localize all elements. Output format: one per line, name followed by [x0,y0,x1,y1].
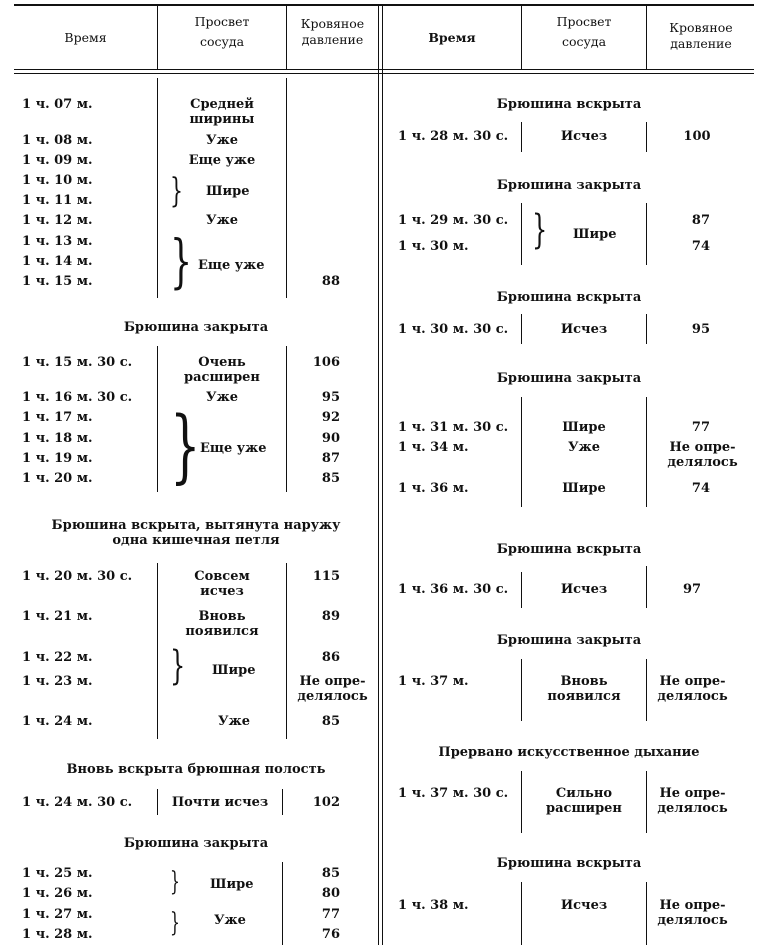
pressure-cell: 85 [321,866,340,881]
column-rule [521,203,522,265]
header-lumen-right [522,12,646,52]
brace-icon: } [532,207,548,253]
lumen-cell: Шире [573,227,617,242]
time-cell: 1 ч. 17 м. [22,410,93,425]
time-cell: 1 ч. 20 м. 30 с. [22,569,133,584]
pressure-line: Не опре- [659,898,726,913]
center-divider [378,4,379,945]
lumen-line: расширен [184,370,260,385]
lumen-cell: Уже [568,440,600,455]
time-cell: 1 ч. 26 м. [22,886,93,901]
lumen-cell: Исчез [560,322,608,337]
time-cell: 1 ч. 09 м. [22,153,93,168]
header-pressure-line: давление [301,32,364,47]
section-caption: Брюшина закрыта [123,320,269,335]
brace-icon: } [170,643,186,689]
pressure-cell: 85 [321,471,340,486]
lumen-cell [158,609,286,639]
pressure-line: делялось [657,913,728,928]
center-divider-2 [382,4,383,945]
section-caption [14,518,378,548]
header-pressure-line: Кровяное [669,20,733,35]
lumen-cell: Шире [562,481,606,496]
header-pressure-line: Кровяное [300,16,365,31]
pressure-line: делялось [657,689,728,704]
pressure-line: Не опре- [299,674,366,689]
time-cell: 1 ч. 15 м. 30 с. [22,355,133,370]
header-lumen-line: Просвет [556,14,612,29]
section-caption-line: Брюшина вскрыта, вытянута наружу [51,518,341,533]
brace-icon: } [170,171,183,211]
section-caption-line: одна кишечная петля [112,533,280,548]
pressure-cell: 77 [321,907,340,922]
section-caption: Брюшина закрыта [496,371,642,386]
lumen-cell: Шире [212,663,256,678]
pressure-cell: 87 [691,213,710,228]
section-caption: Брюшина вскрыта [496,856,642,871]
time-cell: 1 ч. 25 м. [22,866,93,881]
header-lumen-line: Просвет [194,14,250,29]
column-rule [286,78,287,298]
pressure-line: делялось [657,801,728,816]
pressure-cell: 115 [312,569,340,584]
time-cell: 1 ч. 23 м. [22,674,93,689]
lumen-cell: Уже [206,133,238,148]
time-cell: 1 ч. 36 м. 30 с. [398,582,509,597]
section-caption: Вновь вскрыта брюшная полость [66,762,326,777]
lumen-cell: Шире [562,420,606,435]
header-lumen-line: сосуда [199,34,245,49]
section-caption: Прервано искусственное дыхание [438,745,700,760]
lumen-cell: Еще уже [198,258,265,273]
header-rule [14,69,754,70]
section-caption: Брюшина закрыта [123,836,269,851]
lumen-cell: Еще уже [200,441,267,456]
lumen-line: исчез [200,584,244,599]
top-rule [14,4,754,6]
lumen-cell [158,355,286,385]
pressure-line: Не опре- [669,440,736,455]
pressure-cell: 80 [321,886,340,901]
time-cell: 1 ч. 30 м. 30 с. [398,322,509,337]
time-cell: 1 ч. 37 м. 30 с. [398,786,509,801]
pressure-cell: 102 [312,795,340,810]
pressure-cell [650,786,735,816]
pressure-cell [650,898,735,928]
pressure-cell: 85 [321,714,340,729]
lumen-line: ширины [189,112,255,127]
time-cell: 1 ч. 16 м. 30 с. [22,390,133,405]
column-rule [646,659,647,721]
lumen-cell [522,674,646,704]
lumen-line: Очень [198,355,246,370]
lumen-line: Совсем [194,569,250,584]
pressure-line: Не опре- [659,674,726,689]
time-cell: 1 ч. 29 м. 30 с. [398,213,509,228]
pressure-cell: 88 [321,274,340,289]
time-cell: 1 ч. 36 м. [398,481,469,496]
brace-icon: } [170,227,193,295]
pressure-cell: 89 [321,609,340,624]
pressure-cell: 97 [682,582,702,597]
pressure-cell: 92 [321,410,340,425]
time-cell: 1 ч. 24 м. [22,714,93,729]
pressure-line: делялось [667,455,738,470]
time-cell: 1 ч. 37 м. [398,674,469,689]
time-cell: 1 ч. 28 м. 30 с. [398,129,509,144]
pressure-cell: 95 [321,390,340,405]
time-cell: 1 ч. 27 м. [22,907,93,922]
time-cell: 1 ч. 34 м. [398,440,469,455]
lumen-cell: Уже [214,913,246,928]
section-caption: Брюшина вскрыта [496,290,642,305]
time-cell: 1 ч. 30 м. [398,239,469,254]
header-pressure-line: давление [670,36,732,51]
lumen-cell [158,569,286,599]
lumen-cell: Уже [218,714,250,729]
brace-icon: } [170,908,180,938]
time-cell: 1 ч. 22 м. [22,650,93,665]
lumen-cell: Исчез [560,582,608,597]
lumen-cell: Уже [206,390,238,405]
time-cell: 1 ч. 07 м. [22,97,93,112]
lumen-cell [158,97,286,127]
pressure-line: делялось [297,689,368,704]
time-cell: 1 ч. 21 м. [22,609,93,624]
header-pressure-right [647,20,755,52]
header-time: Время [64,30,107,45]
pressure-cell: 77 [691,420,710,435]
column-rule [521,882,522,945]
time-cell: 1 ч. 19 м. [22,451,93,466]
pressure-cell: 106 [312,355,340,370]
lumen-cell: Исчез [560,898,608,913]
header-lumen-line: сосуда [561,34,607,49]
pressure-cell: 86 [321,650,340,665]
time-cell: 1 ч. 24 м. 30 с. [22,795,133,810]
header-time-right: Время [428,30,476,45]
column-rule [646,882,647,945]
time-cell: 1 ч. 38 м. [398,898,469,913]
time-cell: 1 ч. 20 м. [22,471,93,486]
section-caption: Брюшина закрыта [496,633,642,648]
time-cell: 1 ч. 11 м. [22,193,93,208]
pressure-cell [650,674,735,704]
pressure-line: Не опре- [659,786,726,801]
time-cell: 1 ч. 15 м. [22,274,93,289]
lumen-line: появился [185,624,259,639]
pressure-cell: 74 [691,239,710,254]
pressure-cell: 100 [683,129,711,144]
lumen-line: появился [547,689,621,704]
time-cell: 1 ч. 14 м. [22,254,93,269]
lumen-line: Сильно [555,786,613,801]
lumen-cell: Еще уже [188,153,256,168]
time-cell: 1 ч. 08 м. [22,133,93,148]
section-caption: Брюшина вскрыта [496,542,642,557]
brace-icon: } [170,867,180,897]
lumen-cell: Исчез [560,129,608,144]
lumen-cell: Уже [206,213,238,228]
header-rule-2 [14,73,754,74]
lumen-cell: Шире [210,877,254,892]
pressure-cell [287,674,378,704]
pressure-cell: 87 [321,451,340,466]
lumen-cell: Шире [206,184,250,199]
section-caption: Брюшина закрыта [496,178,642,193]
pressure-cell: 74 [691,481,710,496]
time-cell: 1 ч. 18 м. [22,431,93,446]
header-pressure [287,16,378,48]
time-cell: 1 ч. 10 м. [22,173,93,188]
lumen-cell: Почти исчез [171,795,269,810]
section-caption: Брюшина вскрыта [496,97,642,112]
header-lumen [158,12,286,52]
pressure-cell: 95 [691,322,710,337]
column-rule [646,771,647,833]
pressure-cell: 90 [321,431,340,446]
pressure-cell [650,440,755,470]
time-cell: 1 ч. 13 м. [22,234,93,249]
time-cell: 1 ч. 31 м. 30 с. [398,420,509,435]
pressure-cell: 76 [321,927,340,942]
lumen-line: Вновь [198,609,246,624]
lumen-cell [522,786,646,816]
time-cell: 1 ч. 28 м. [22,927,93,942]
brace-icon: } [170,399,201,492]
lumen-line: Средней [190,97,254,112]
lumen-line: расширен [546,801,622,816]
time-cell: 1 ч. 12 м. [22,213,93,228]
lumen-line: Вновь [560,674,608,689]
